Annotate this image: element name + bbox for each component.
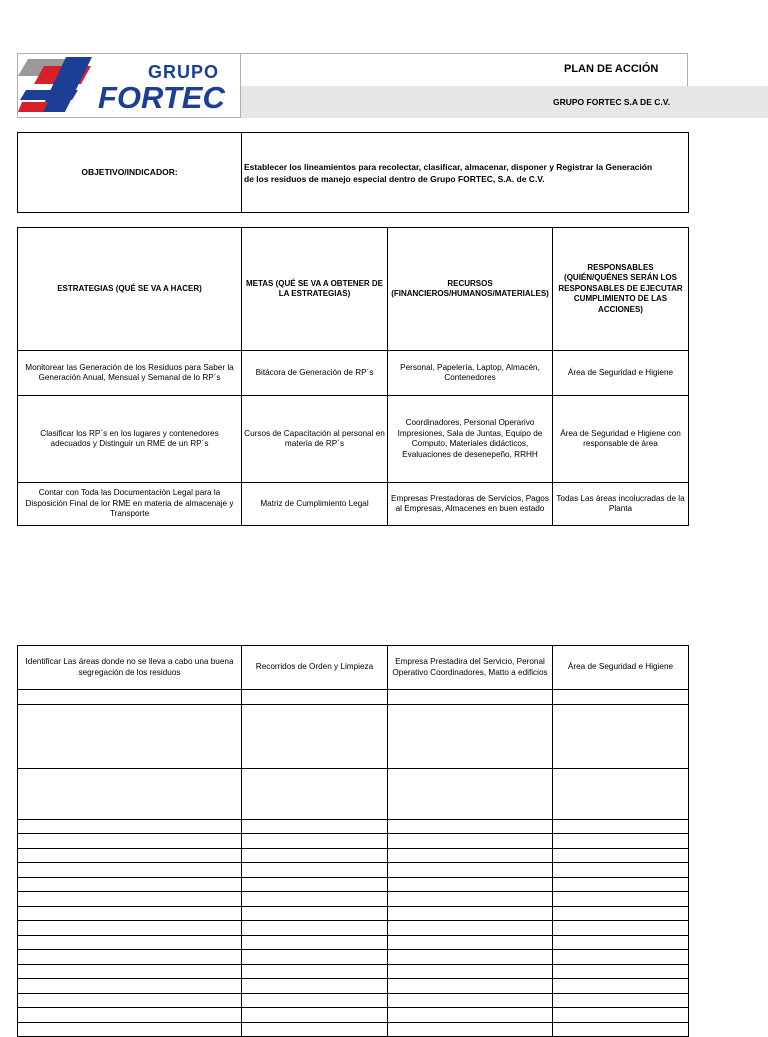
cell-resources: Coordinadores, Personal Operarivo Impresiones, Sala de Juntas, Equipo de Computo, Materiales didácticos, Evaluaciones de desenepeño, RRHH [388,396,553,483]
objective-label: OBJETIVO/INDICADOR: [18,133,242,213]
company-name: GRUPO FORTEC S.A DE C.V. [553,97,670,107]
cell-resources: Empresas Prestadoras de Servicios, Pagos al Empresas, Almacenes en buen estado [388,483,553,526]
lower-table [17,645,689,1037]
cell-strategy: Monitorear las Generación de los Residuos para Saber la Generación Anual, Mensual y Semanal de lo RP´s [18,351,242,396]
objective-text-line2: de los residuos de manejo especial dentro de Grupo FORTEC, S.A. de C.V. [244,173,545,184]
cell-strategy: Identificar Las áreas donde no se lleva a cabo una buena segregación de los residuos [18,646,242,690]
strategies-table [17,227,689,526]
empty-row [18,965,689,979]
empty-row [18,705,689,769]
empty-row [18,921,689,936]
objective-text-line1: Establecer los lineamientos para recolectar, clasificar, almacenar, disponer y Registrar la Generación [244,161,653,172]
cell-responsible: Área de Seguridad e Higiene con responsable de área [553,396,689,483]
cell-strategy: Contar con Toda las Documentación Legal para la Disposición Final de lor RME en materia de almacenaje y Transporte [18,483,242,526]
logo-text-bottom: FORTEC [98,80,225,115]
company-band [241,86,768,118]
page-title: PLAN DE ACCIÓN [564,63,659,75]
cell-responsible: Área de Seguridad e Higiene [553,351,689,396]
objective-text [242,133,689,213]
cell-resources: Empresa Prestadira del Servicio, Peronal Operativo Coordinadores, Matto a edificios [388,646,553,690]
empty-row [18,878,689,892]
table-row [18,351,689,396]
header-recursos: RECURSOS (FINANCIEROS/HUMANOS/MATERIALES) [388,228,553,351]
empty-row [18,1008,689,1023]
cell-goal: Matriz de Cumplimiento Legal [242,483,388,526]
logo-box [17,53,241,118]
empty-row [18,863,689,878]
empty-row [18,892,689,907]
cell-goal: Cursos de Capacitación al personal en materia de RP´s [242,396,388,483]
cell-responsible: Todas Las áreas incolucradas de la Planta [553,483,689,526]
table-row [18,483,689,526]
empty-row [18,979,689,994]
empty-row [18,690,689,705]
logo-text-top: GRUPO [148,62,220,82]
cell-strategy: Clasificar los RP´s en los lugares y contenedores adecuados y Distinguir un RME de un RP´s [18,396,242,483]
empty-row [18,820,689,834]
title-band [241,53,688,86]
logo-blue-stripe-2 [20,90,78,100]
empty-row [18,1023,689,1037]
empty-row [18,849,689,863]
cell-goal: Bitácora de Generación de RP´s [242,351,388,396]
header-metas: METAS (QUÉ SE VA A OBTENER DE LA ESTRATEGIAS) [242,228,388,351]
logo-red-stripe-2 [18,102,48,112]
table-row [18,646,689,690]
header-estrategias: ESTRATEGIAS (QUÉ SE VA A HACER) [18,228,242,351]
table-header-row [18,228,689,351]
cell-responsible: Área de Seguridad e Higiene [553,646,689,690]
empty-row [18,907,689,921]
empty-row [18,769,689,820]
table-row [18,396,689,483]
empty-row [18,834,689,849]
empty-row [18,950,689,965]
empty-row [18,936,689,950]
objective-table [17,132,689,213]
cell-goal: Recorridos de Orden y Limpieza [242,646,388,690]
cell-resources: Personal, Papelería, Laptop, Almacén, Contenedores [388,351,553,396]
empty-row [18,994,689,1008]
header-responsables: RESPONSABLES (QUIÉN/QUÉNES SERÁN LOS RESPONSABLES DE EJECUTAR CUMPLIMIENTO DE LAS ACCIONES) [553,228,689,351]
